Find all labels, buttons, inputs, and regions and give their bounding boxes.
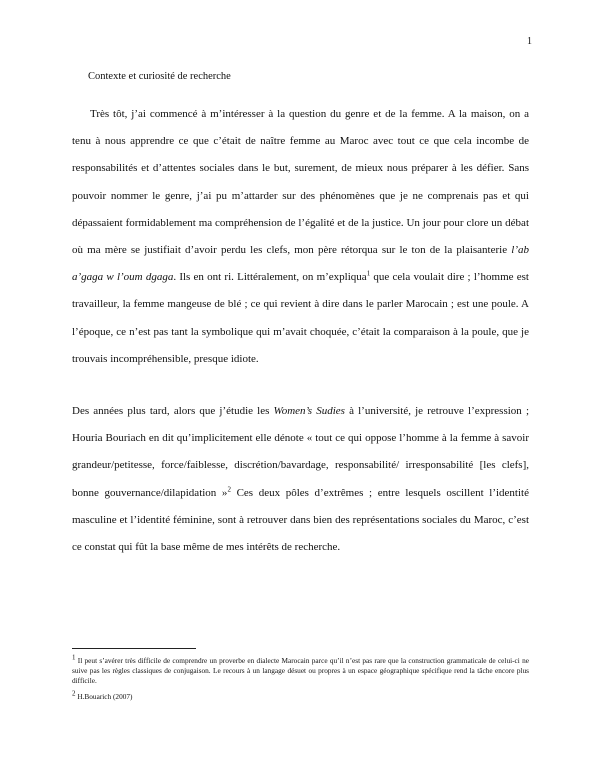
paragraph-1 (72, 101, 529, 373)
footnote-ref-2[interactable]: 2 (227, 484, 231, 493)
footnote-1-number: 1 (72, 653, 76, 662)
paragraph-1-text-c: que cela voulait dire ; l’homme est travailleur, la femme mangeuse de blé ; ce qui revient à dire dans le parler Marocain ; est une poule. A l’époque, ce n’est pas tant la symbolique qui m’avait choquée, c’était la comparaison à la poule, que je trouvais incompréhensible, presque idiote. (72, 271, 529, 365)
footnote-2-number: 2 (72, 689, 76, 698)
paragraph-2-text-b: à l’université, je retrouve l’expression ; Houria Bouriach en dit qu’implicitement elle dénote « tout ce qui oppose l’homme à la femme à savoir grandeur/petitesse, force/faiblesse, discrétion/bavardage, responsabilité/ irresponsabilité [les clefs], bonne gouvernance/dilapidation » (72, 405, 529, 499)
footnote-separator (72, 648, 196, 649)
footnote-ref-1[interactable]: 1 (366, 269, 371, 278)
footnote-2 (72, 689, 529, 702)
footnote-2-text: H.Bouarich (2007) (75, 692, 133, 702)
footnote-1 (72, 653, 529, 685)
paragraph-1-text-b: . Ils en ont ri. Littéralement, on m’expliqua (173, 271, 367, 284)
paragraph-2-text-a: Des années plus tard, alors que j’étudie les (72, 405, 274, 417)
paragraph-1-text-a: Très tôt, j’ai commencé à m’intéresser à la question du genre et de la femme. A la maison, on a tenu à nous apprendre ce que c’était de naître femme au Maroc avec tout ce que cela incombe de responsabilités et d’attentes sociales dans le but, surement, de mieux nous préparer à les défier. Sans pouvoir nommer le genre, j’ai pu m’attarder sur des phénomènes que je ne comprenais pas et qui dépassaient formidablement ma compréhension de l’égalité et de la justice. Un jour pour clore un débat où ma mère se justifiait d’avoir perdu les clefs, mon père rétorqua sur le ton de la plaisanterie (72, 108, 529, 257)
paragraph-2 (72, 398, 529, 561)
footnote-1-text: Il peut s’avérer très difficile de comprendre un proverbe en dialecte Marocain parce qu’il n’est pas rare que la construction grammaticale de celui-ci ne suive pas les règles classiques de conjugaison. Le recours à un langage désuet ou propres à un espace géographique spécifique rend la tâche encore plus difficile. (72, 656, 529, 685)
proverb-text: l’ab a’gaga w l’oum dgaga (72, 244, 529, 284)
page-number: 1 (527, 36, 532, 47)
section-title: Contexte et curiosité de recherche (88, 71, 231, 82)
footnotes (72, 653, 529, 709)
paragraph-2-text-c: Ces deux pôles d’extrêmes ; entre lesquels oscillent l’identité masculine et l’identité féminine, sont à retrouver dans bien des représentations sociales du Maroc, c’est ce constat qui fût la base même de mes intérêts de recherche. (72, 486, 529, 554)
womens-studies-text: Women’s Sudies (273, 405, 345, 417)
